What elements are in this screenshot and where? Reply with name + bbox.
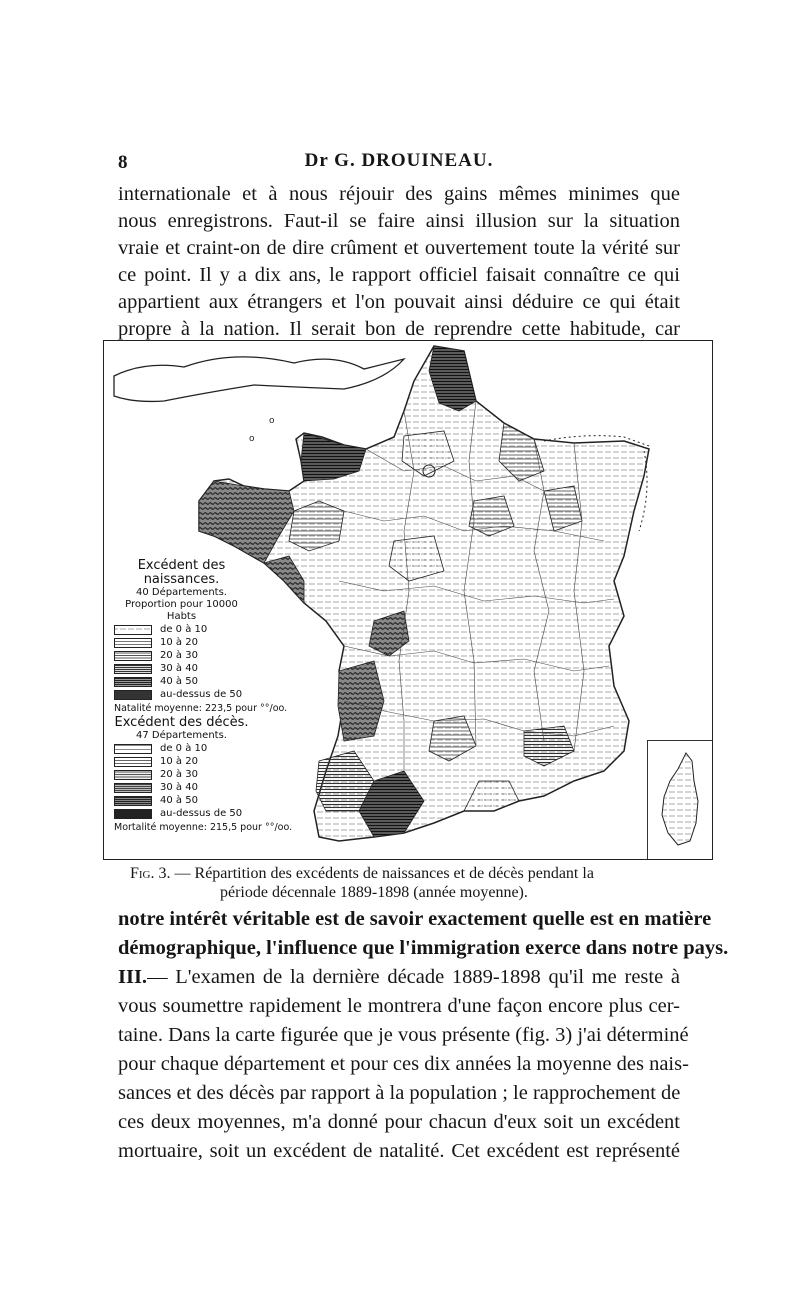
legend-label: 20 à 30: [160, 650, 198, 661]
swatch: [114, 809, 152, 819]
corsica-map: [648, 741, 712, 859]
legend-row: [114, 623, 287, 636]
legend-row: [114, 662, 287, 675]
caption-line-1: [130, 864, 670, 883]
paragraph-after-figure: [118, 905, 729, 963]
legend-births: [114, 559, 287, 714]
text-line: ce point. Il y a dix ans, le rapport officiel faisait connaître ce qui: [118, 264, 680, 286]
legend-row: [114, 636, 287, 649]
figure-map-frame: [103, 340, 713, 860]
legend-label: 40 à 50: [160, 676, 198, 687]
swatch: [114, 664, 152, 674]
legend-label: au-dessus de 50: [160, 808, 243, 819]
corsica-inset: [647, 740, 712, 859]
legend-label: 40 à 50: [160, 795, 198, 806]
legend-deaths-title: Excédent des décès.: [114, 715, 249, 730]
swatch: [114, 651, 152, 661]
legend-row: [114, 649, 287, 662]
running-title: Dr G. DROUINEAU.: [304, 150, 494, 171]
legend-births-proportion: Proportion pour 10000 Habts: [125, 599, 238, 622]
legend-label: 20 à 30: [160, 769, 198, 780]
text-line: vraie et craint-on de dire crûment et ouvertement toute la vérité sur: [118, 237, 680, 259]
legend-label: de 0 à 10: [160, 743, 208, 754]
swatch: [114, 744, 152, 754]
section-III: [118, 963, 689, 1166]
text-line: sances et des décès par rapport à la population ; le rapprochement de: [118, 1082, 681, 1104]
swatch: [114, 625, 152, 635]
legend-label: 10 à 20: [160, 637, 198, 648]
section-first-line: — L'examen de la dernière décade 1889-1898 qu'il me reste à: [147, 966, 680, 988]
swatch: [114, 770, 152, 780]
legend-deaths-count: 47 Départements.: [136, 730, 227, 741]
swatch: [114, 677, 152, 687]
legend-row: [114, 742, 292, 755]
swatch: [114, 783, 152, 793]
legend-births-average: Natalité moyenne: 223,5 pour °°/oo.: [114, 703, 288, 714]
swatch: [114, 690, 152, 700]
legend-row: [114, 688, 287, 701]
text-line: propre à la nation. Il serait bon de reprendre cette habitude, car: [118, 318, 680, 340]
text-line: internationale et à nous réjouir des gains mêmes minimes que: [118, 183, 680, 205]
running-head: [118, 150, 680, 180]
legend-row: [114, 807, 292, 820]
legend-deaths: [114, 716, 292, 833]
figure-label: Fig. 3.: [130, 865, 171, 882]
legend-label: 30 à 40: [160, 782, 198, 793]
svg-text:o: o: [269, 416, 275, 426]
caption-text-1: — Répartition des excédents de naissances et de décès pendant la: [174, 865, 594, 882]
text-line: appartient aux étrangers et l'on pouvait ainsi déduire ce qui était: [118, 291, 680, 313]
text-line: vous soumettre rapidement le montrera d'une façon encore plus cer-: [118, 995, 680, 1017]
legend-row: [114, 794, 292, 807]
page-number: 8: [118, 152, 128, 173]
swatch: [114, 796, 152, 806]
legend-births-count: 40 Départements.: [136, 587, 227, 598]
caption-line-2: période décennale 1889-1898 (année moyenne).: [220, 884, 528, 901]
text-line: pour chaque département et pour ces dix années la moyenne des nais-: [118, 1053, 689, 1075]
legend-label: 30 à 40: [160, 663, 198, 674]
legend-births-title: Excédent des: [137, 558, 226, 573]
swatch: [114, 638, 152, 648]
figure-caption: [130, 864, 670, 902]
legend-deaths-average: Mortalité moyenne: 215,5 pour °°/oo.: [114, 822, 293, 833]
text-line: démographique, l'influence que l'immigration exerce dans notre pays.: [118, 937, 729, 959]
legend-row: [114, 781, 292, 794]
svg-text:o: o: [249, 434, 255, 444]
legend-row: [114, 675, 287, 688]
paragraph-before-figure: [118, 181, 680, 343]
text-line: mortuaire, soit un excédent de natalité. Cet excédent est représenté: [118, 1140, 680, 1162]
text-line: ces deux moyennes, m'a donné pour chacun d'eux soit un excédent: [118, 1111, 680, 1133]
text-line: notre intérêt véritable est de savoir exactement quelle est en matière: [118, 908, 712, 930]
legend-label: au-dessus de 50: [160, 689, 243, 700]
swatch: [114, 757, 152, 767]
text-line: nous enregistrons. Faut-il se faire ainsi illusion sur la situation: [118, 210, 680, 232]
legend-label: 10 à 20: [160, 756, 198, 767]
text-line: taine. Dans la carte figurée que je vous présente (fig. 3) j'ai déterminé: [118, 1024, 689, 1046]
legend-row: [114, 755, 292, 768]
legend-label: de 0 à 10: [160, 624, 208, 635]
section-heading: III.: [118, 966, 148, 988]
text-line: [118, 963, 680, 992]
legend-row: [114, 768, 292, 781]
legend-births-title2: naissances.: [143, 572, 220, 587]
